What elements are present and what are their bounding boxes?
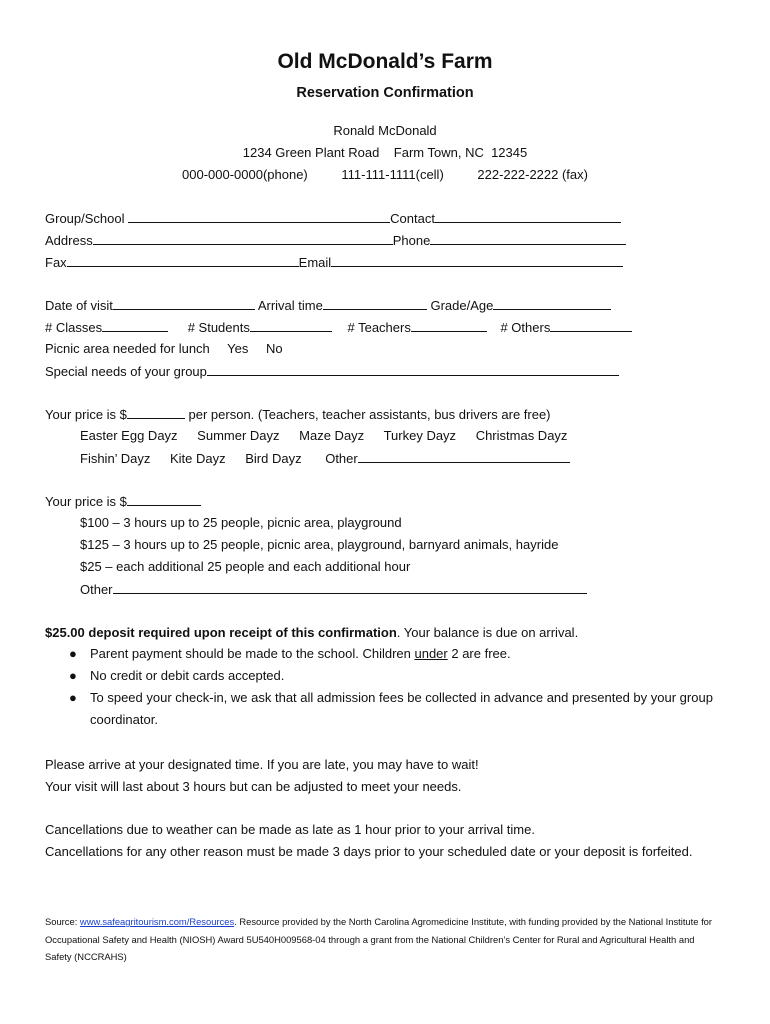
email-label: Email [298, 255, 332, 270]
package-option: $25 – each additional 25 people and each additional hour [80, 559, 411, 574]
special-needs-label: Special needs of your group [45, 364, 207, 379]
special-needs-row [45, 363, 619, 379]
deposit-line [45, 625, 578, 640]
list-item: ● No credit or debit cards accepted. [65, 665, 725, 687]
package-other-label: Other [80, 582, 113, 597]
picnic-label: Picnic area needed for lunch [45, 341, 210, 356]
deposit-rules-list [65, 643, 725, 731]
teachers-field[interactable] [411, 319, 487, 332]
farm-address: 1234 Green Plant Road Farm Town, NC 12345 [242, 145, 528, 160]
deposit-required: $25.00 deposit required upon receipt of this confirmation [45, 625, 397, 640]
fax-number: 222-222-2222 (fax) [477, 167, 588, 182]
students-label: # Students [187, 320, 250, 335]
special-needs-field[interactable] [207, 363, 619, 376]
visit-date-row [45, 297, 611, 313]
email-field[interactable] [331, 254, 623, 267]
picnic-yes-option[interactable]: Yes [227, 341, 249, 356]
others-label: # Others [500, 320, 551, 335]
event-option[interactable]: Summer Dayz [197, 428, 280, 443]
bullet-icon: ● [69, 690, 77, 705]
bullet-icon: ● [69, 668, 77, 683]
list-item: ● To speed your check-in, we ask that all admission fees be collected in advance and presented by your group coordinator. [65, 687, 725, 731]
picnic-no-option[interactable]: No [266, 341, 283, 356]
list-item: ● Parent payment should be made to the school. Children under 2 are free. [65, 643, 725, 665]
event-option[interactable]: Easter Egg Dayz [80, 428, 178, 443]
arrival-time-label: Arrival time [257, 298, 323, 313]
arrival-time-field[interactable] [323, 297, 427, 310]
address-phone-row [45, 232, 626, 248]
price-total-row [45, 493, 201, 509]
date-of-visit-field[interactable] [113, 297, 255, 310]
contact-numbers [0, 167, 770, 182]
price-total-field[interactable] [127, 493, 201, 506]
cancellation-policy: Cancellations due to weather can be made as late as 1 hour prior to your arrival time. Cancellations for any other reason must be made 3 days prior to your scheduled date or your deposit is forfeited. [45, 822, 693, 859]
grade-age-label: Grade/Age [430, 298, 494, 313]
price-per-person-field[interactable] [127, 406, 185, 419]
price-suffix: per person. (Teachers, teacher assistants, bus drivers are free) [184, 407, 551, 422]
students-field[interactable] [250, 319, 332, 332]
grade-age-field[interactable] [493, 297, 611, 310]
classes-field[interactable] [102, 319, 168, 332]
event-option[interactable]: Fishin’ Dayz [80, 451, 151, 466]
address-label: Address [45, 233, 93, 248]
contact-label: Contact [390, 211, 435, 226]
price-per-person-row [45, 406, 551, 422]
page-subtitle: Reservation Confirmation [296, 85, 474, 101]
event-option[interactable]: Kite Dayz [169, 451, 226, 466]
price-total-prefix: Your price is $ [45, 494, 127, 509]
event-option[interactable]: Bird Dayz [245, 451, 302, 466]
group-school-label: Group/School [45, 211, 125, 226]
phone-number: 000-000-0000(phone) [182, 167, 308, 182]
event-option[interactable]: Christmas Dayz [475, 428, 568, 443]
package-other-field[interactable] [113, 581, 587, 594]
phone-label: Phone [392, 233, 431, 248]
fax-field[interactable] [67, 254, 299, 267]
cell-number: 111-111-1111(cell) [341, 167, 444, 182]
event-option[interactable]: Turkey Dayz [383, 428, 457, 443]
event-option[interactable]: Maze Dayz [299, 428, 365, 443]
contact-field[interactable] [435, 210, 621, 223]
owner-name: Ronald McDonald [333, 123, 437, 138]
phone-field[interactable] [430, 232, 626, 245]
bullet-icon: ● [69, 646, 77, 661]
event-other-label: Other [325, 451, 358, 466]
event-other-field[interactable] [358, 450, 570, 463]
date-of-visit-label: Date of visit [45, 298, 113, 313]
fax-email-row [45, 254, 623, 270]
page-title: Old McDonald’s Farm [277, 50, 493, 73]
source-link[interactable]: www.safeagritourism.com/Resources [79, 916, 235, 927]
source-footnote: Source: www.safeagritourism.com/Resources. Resource provided by the North Carolina Agromedicine Institute, with funding provided by the National Institute for Occupational Safety and Health (NIOSH) Award 5U540H009568-04 through a grant from the National Children’s Center for Rural and Agricultural Health and Safety (NCCRAHS) [45, 916, 713, 962]
teachers-label: # Teachers [347, 320, 411, 335]
address-field[interactable] [93, 232, 393, 245]
fax-label: Fax [45, 255, 67, 270]
package-option: $125 – 3 hours up to 25 people, picnic area, playground, barnyard animals, hayride [80, 537, 559, 552]
counts-row [45, 319, 632, 335]
package-option: $100 – 3 hours up to 25 people, picnic area, playground [80, 515, 402, 530]
group-contact-row [45, 210, 621, 226]
group-school-field[interactable] [128, 210, 390, 223]
classes-label: # Classes [45, 320, 103, 335]
others-field[interactable] [550, 319, 632, 332]
deposit-rest: . Your balance is due on arrival. [396, 625, 579, 640]
events-row-2 [80, 450, 570, 466]
events-row-1 [80, 428, 567, 443]
picnic-row [45, 341, 283, 356]
package-other-row [80, 581, 587, 597]
price-prefix: Your price is $ [45, 407, 127, 422]
arrival-notes: Please arrive at your designated time. If you are late, you may have to wait! Your visit will last about 3 hours but can be adjusted to meet your needs. [45, 757, 479, 794]
